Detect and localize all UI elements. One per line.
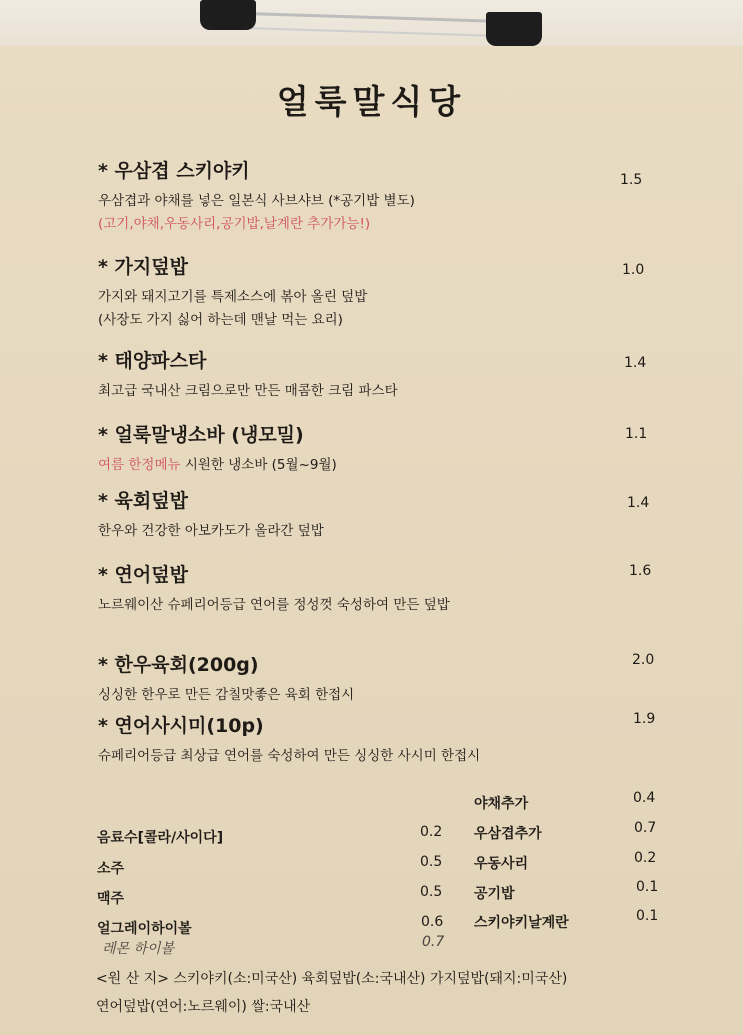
handwritten-drink-name: 레몬 하이볼 (102, 941, 175, 957)
extra-price: 0.4 (633, 790, 656, 806)
handwritten-drink-price: 0.7 (422, 934, 445, 950)
menu-item-name: * 육회덮밥 (98, 490, 188, 512)
drink-price: 0.6 (421, 914, 444, 930)
menu-item-price: 1.9 (633, 711, 656, 727)
drink-name: 음료수[콜라/사이다] (97, 830, 224, 846)
menu-item-desc: 한우와 건강한 아보카도가 올라간 덮밥 (98, 523, 324, 539)
menu-item (98, 711, 638, 764)
extra-name: 야채추가 (474, 796, 529, 812)
menu-item-desc (98, 453, 638, 473)
extra-name: 우동사리 (474, 856, 529, 872)
clip-right-handle (486, 12, 542, 46)
menu-item (98, 486, 638, 539)
extra-price: 0.1 (636, 908, 659, 924)
menu-item-name: * 얼룩말냉소바 (냉모밀) (98, 424, 304, 446)
menu-item (98, 156, 638, 232)
drink-name: 소주 (97, 861, 125, 877)
drink-name: 얼그레이하이볼 (97, 921, 192, 937)
drink-price: 0.2 (420, 824, 443, 840)
menu-item-name: * 가지덮밥 (98, 256, 188, 278)
origin-line: 연어덮밥(연어:노르웨이) 쌀:국내산 (96, 999, 311, 1015)
menu-item (98, 560, 638, 613)
menu-item-desc: 노르웨이산 슈페리어등급 연어를 정성껏 숙성하여 만든 덮밥 (98, 597, 450, 613)
seasonal-highlight: 여름 한정메뉴 (98, 457, 181, 473)
extra-price: 0.7 (634, 820, 657, 836)
origin-line: <원 산 지> 스키야키(소:미국산) 육회덮밥(소:국내산) 가지덮밥(돼지:미국산) (96, 971, 568, 987)
menu-item-desc: 최고급 국내산 크림으로만 만든 매콤한 크림 파스타 (98, 383, 398, 399)
menu-item-desc: 가지와 돼지고기를 특제소스에 볶아 올린 덮밥 (98, 289, 368, 305)
menu-item-price: 1.5 (620, 172, 643, 188)
menu-item-name: * 연어사시미(10p) (98, 715, 264, 737)
menu-item-price: 2.0 (632, 652, 655, 668)
menu-item-name: * 태양파스타 (98, 350, 207, 372)
restaurant-title: 얼룩말식당 (276, 82, 467, 121)
menu-item-desc: 우삼겹과 야채를 넣은 일본식 사브샤브 (*공기밥 별도) (98, 193, 415, 209)
menu-item (98, 420, 638, 473)
menu-item (98, 346, 638, 399)
drink-price: 0.5 (420, 884, 443, 900)
menu-item-note: (사장도 가지 싫어 하는데 맨날 먹는 요리) (98, 312, 343, 328)
menu-item (98, 252, 638, 328)
menu-item-note: (고기,야채,우동사리,공기밥,날계란 추가가능!) (98, 216, 371, 232)
menu-item-name: * 우삼겹 스키야키 (98, 160, 250, 182)
menu-item-price: 1.4 (627, 495, 650, 511)
menu-item-price: 1.0 (622, 262, 645, 278)
extra-name: 공기밥 (474, 886, 515, 902)
menu-item-price: 1.4 (624, 355, 647, 371)
extra-name: 스키야키날계란 (474, 915, 569, 931)
menu-item-desc: 싱싱한 한우로 만든 감칠맛좋은 육회 한접시 (98, 687, 355, 703)
drink-name: 맥주 (97, 891, 125, 907)
menu-item-name: * 한우육회(200g) (98, 654, 259, 676)
menu-item (98, 650, 638, 703)
extra-price: 0.2 (634, 850, 657, 866)
extra-name: 우삼겹추가 (474, 826, 542, 842)
menu-item-desc: 슈페리어등급 최상급 연어를 숙성하여 만든 싱싱한 사시미 한접시 (98, 748, 481, 764)
menu-item-desc-text: 시원한 냉소바 (5월~9월) (180, 457, 337, 473)
menu-item-price: 1.6 (629, 563, 652, 579)
clip-left-handle (200, 0, 256, 30)
menu-item-price: 1.1 (625, 426, 648, 442)
menu-item-name: * 연어덮밥 (98, 564, 188, 586)
extra-price: 0.1 (636, 879, 659, 895)
drink-price: 0.5 (420, 854, 443, 870)
